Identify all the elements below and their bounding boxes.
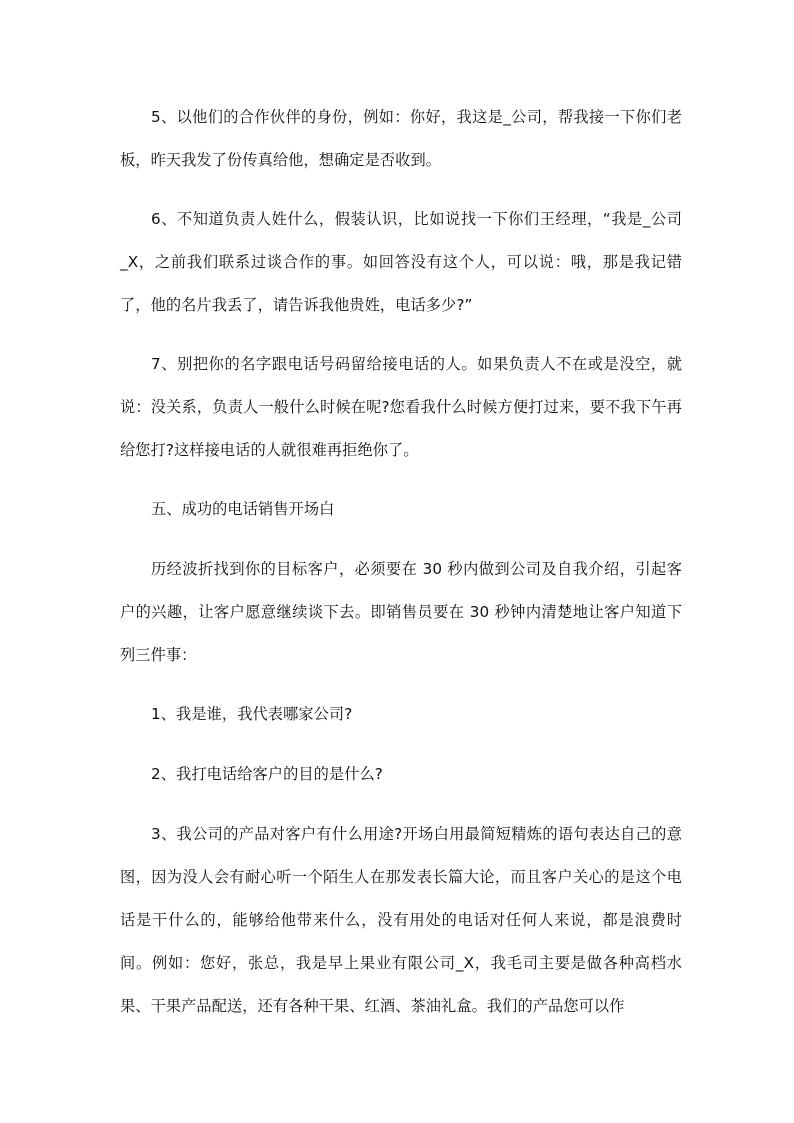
paragraph-intro: 历经波折找到你的目标客户，必须要在 30 秒内做到公司及自我介绍，引起客户的兴趣，让客户愿意继续谈下去。即销售员要在 30 秒钟内清楚地让客户知道下列三件事： bbox=[120, 560, 682, 664]
list-item-1: 1、我是谁，我代表哪家公司? bbox=[151, 705, 353, 723]
list-item-3: 3、我公司的产品对客户有什么用途?开场白用最简短精炼的语句表达自己的意图，因为没人会有耐心听一个陌生人在那发表长篇大论，而且客户关心的是这个电话是干什么的，能够给他带来什么，没有用处的电话对任何人来说，都是浪费时间。例如：您好，张总，我是早上果业有限公司_X，我毛司主要是做各种高档水果、干果产品配送，还有各种干果、红酒、茶油礼盒。我们的产品您可以作 bbox=[120, 825, 682, 1015]
list-item-2: 2、我打电话给客户的目的是什么? bbox=[151, 765, 383, 783]
section-heading: 五、成功的电话销售开场白 bbox=[151, 500, 335, 518]
paragraph-item-5: 5、以他们的合作伙伴的身份，例如：你好，我这是_公司，帮我接一下你们老板，昨天我发了份传真给他，想确定是否收到。 bbox=[120, 108, 682, 169]
paragraph-item-7: 7、别把你的名字跟电话号码留给接电话的人。如果负责人不在或是没空，就说：没关系，负责人一般什么时候在呢?您看我什么时候方便打过来，要不我下午再给您打?这样接电话的人就很难再拒绝你了。 bbox=[120, 355, 682, 459]
paragraph-item-6: 6、不知道负责人姓什么，假装认识，比如说找一下你们王经理，“我是_公司_X，之前我们联系过谈合作的事。如回答没有这个人，可以说：哦，那是我记错了，他的名片我丢了，请告诉我他贵姓，电话多少?” bbox=[120, 210, 682, 314]
